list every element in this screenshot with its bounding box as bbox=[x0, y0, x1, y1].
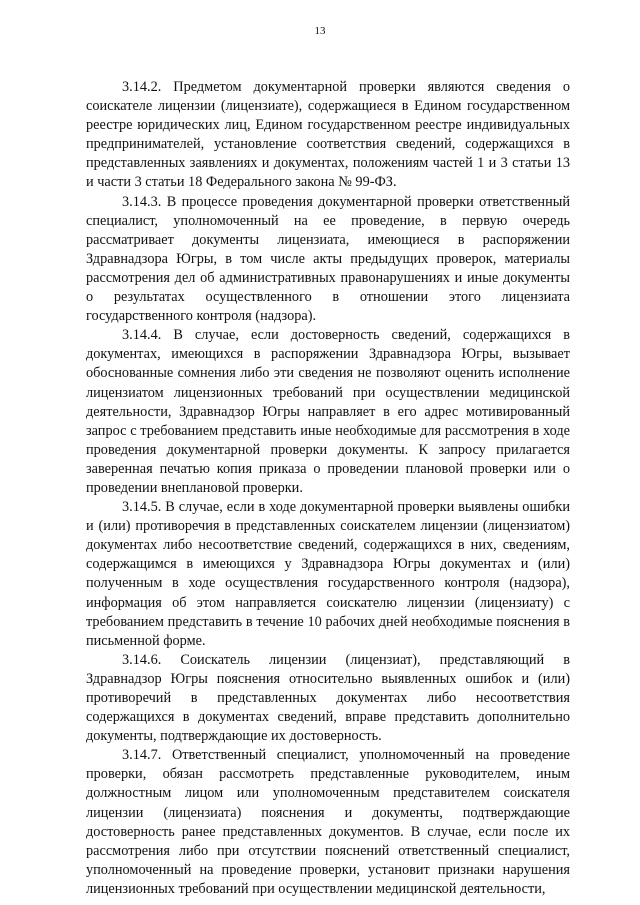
page-number: 13 bbox=[314, 25, 326, 37]
paragraph-3-14-6: 3.14.6. Соискатель лицензии (лицензиат), представляющий в Здравнадзор Югры пояснения относительно выявленных ошибок и (или) противоречий в представленных документах либо несоответствия содержащихся в документах сведений, вправе представить дополнительно документы, подтверждающие их достоверность. bbox=[86, 651, 570, 745]
paragraph-3-14-5: 3.14.5. В случае, если в ходе документарной проверки выявлены ошибки и (или) противоречия в представленных соискателем лицензии (лицензиатом) документах либо несоответствие сведений, содержащихся в них, сведениям, содержащимся в имеющихся у Здравнадзора Югры документах и (или) полученным в ходе осуществления государственного контроля (надзора), информация об этом направляется соискателю лицензии (лицензиату) с требованием представить в течение 10 рабочих дней необходимые пояснения в письменной форме. bbox=[86, 499, 570, 649]
paragraph-3-14-7: 3.14.7. Ответственный специалист, уполномоченный на проведение проверки, обязан рассмотреть представленные руководителем, иным должностным лицом или уполномоченным представителем соискателя лицензии (лицензиата) пояснения и документы, подтверждающие достоверность ранее представленных документов. В случае, если после их рассмотрения либо при отсутствии пояснений ответственный специалист, уполномоченный на проведение проверки, установит признаки нарушения лицензионных требований при осуществлении медицинской деятельности, bbox=[86, 747, 570, 897]
paragraph-3-14-2: 3.14.2. Предметом документарной проверки являются сведения о соискателе лицензии (лицензиате), содержащиеся в Едином государственном реестре юридических лиц, Едином государственном реестре индивидуальных предпринимателей, установление соответствия сведений, содержащихся в представленных заявлениях и документах, положениям частей 1 и 3 статьи 13 и части 3 статьи 18 Федерального закона № 99-ФЗ. bbox=[86, 79, 570, 191]
document-body bbox=[86, 78, 570, 899]
paragraph-3-14-3: 3.14.3. В процессе проведения документарной проверки ответственный специалист, уполномоченный на ее проведение, в первую очередь рассматривает документы лицензиата, имеющиеся в распоряжении Здравнадзора Югры, в том числе акты предыдущих проверок, материалы рассмотрения дел об административных правонарушениях и иные документы о результатах осуществленного в отношении этого лицензиата государственного контроля (надзора). bbox=[86, 193, 570, 325]
paragraph-3-14-4: 3.14.4. В случае, если достоверность сведений, содержащихся в документах, имеющихся в распоряжении Здравнадзора Югры, вызывает обоснованные сомнения либо эти сведения не позволяют оценить исполнение лицензиатом лицензионных требований при осуществлении медицинской деятельности, Здравнадзор Югры направляет в его адрес мотивированный запрос с требованием представить иные необходимые для рассмотрения в ходе проведения документарной проверки документы. К запросу прилагается заверенная печатью копия приказа о проведении плановой проверки или о проведении внеплановой проверки. bbox=[86, 327, 570, 496]
